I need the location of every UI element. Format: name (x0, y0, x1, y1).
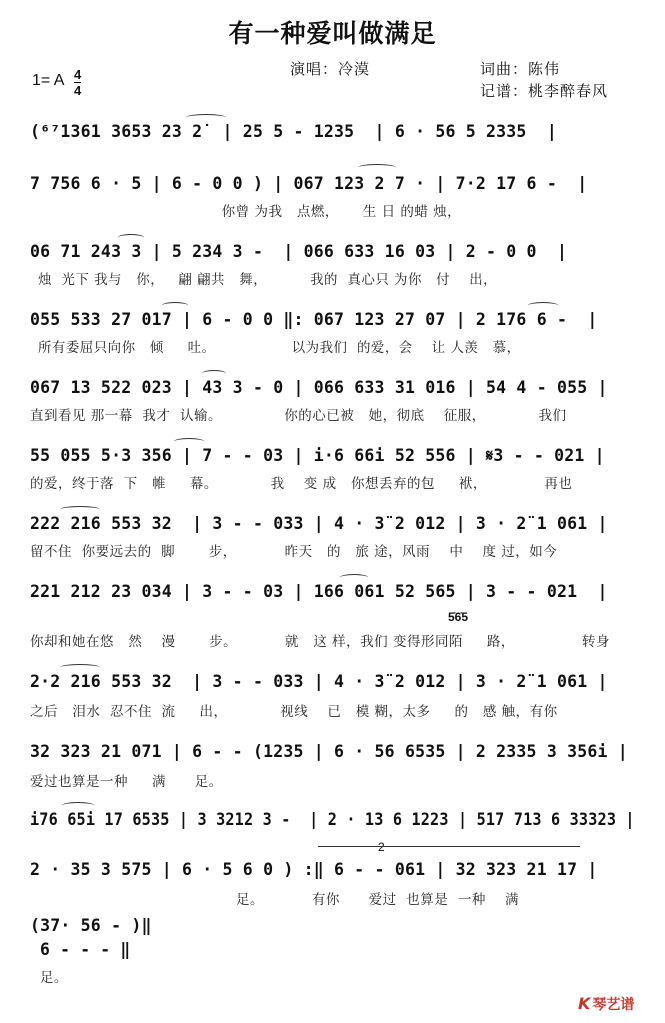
slur-mark (174, 438, 204, 445)
notation-line: 55 055 5·3 356 | 7 - - 03 | i·6 66i 52 556 | 𝄋3 - - 021 | (30, 446, 605, 465)
notation-line: 222 216 553 32 | 3 - - 033 | 4 · 3̈ 2 012 | 3 · 2̈ 1 061 | (30, 514, 608, 533)
slur-mark (162, 302, 188, 309)
time-signature-bottom: 4 (74, 83, 82, 98)
lyric-line: 烛 光下 我与 你， 翩 翩共 舞， 我的 真心只 为你 付 出， (38, 272, 498, 288)
lyric-line: 所有委屈只向你 倾 吐。 以为我们 的爱，会 让 人羡 慕， (38, 340, 521, 356)
lyric-line: 爱过也算是一种 满 足。 (30, 774, 223, 790)
notation-line: 221 212 23 034 | 3 - - 03 | 166 061 52 565 | 3 - - 021 | (30, 582, 608, 601)
chord-hint: 5̇6̇5 (448, 610, 469, 624)
lyric-line: 留不住 你要远去的 脚 步， 昨天 的 旅 途，风雨 中 度 过，如今 (30, 544, 558, 560)
logo-text: 琴艺谱 (592, 997, 635, 1013)
page-title: 有一种爱叫做满足 (228, 19, 437, 48)
site-logo (578, 994, 634, 1014)
lyric-line: 你却和她在悠 然 漫 步。 就 这 样，我们 变得形同陌 路， 转身 (30, 634, 610, 650)
notation-line: 2·2 216 553 32 | 3 - - 033 | 4 · 3̈ 2 012 | 3 · 2̈ 1 061 | (30, 672, 608, 691)
time-signature-top: 4 (74, 67, 82, 82)
volta-bracket (318, 846, 580, 847)
notation-line: (37· 56 - )‖ (30, 916, 152, 935)
notation-line: 32 323 21 071 | 6 - - (1235 | 6 · 56 6535 | 2 2335 3 356i | (30, 742, 628, 761)
lyric-line: 之后 泪水 忍不住 流 出， 视线 已 模 糊，太多 的 感 触，有你 (30, 704, 558, 720)
volta-label: 2 (378, 840, 385, 854)
slur-mark (118, 234, 144, 241)
notation-line: 7 756 6 · 5 | 6 - 0 0 ) | 067 123 2 7 · | 7·2 17 6 - | (30, 174, 588, 193)
singer-credit: 演唱：冷漠 (290, 60, 371, 78)
slur-mark (186, 114, 226, 121)
slur-mark (62, 802, 94, 809)
slur-mark (60, 664, 100, 671)
notation-line: 055 533 27 017 | 6 - 0 0 ‖: 067 123 27 07 | 2 176 6 - | (30, 310, 598, 329)
notation-line: 2 · 35 3 575 | 6 · 5 6 0 ) :‖ 6 - - 061 | 32 323 21 17 | (30, 860, 598, 879)
logo-mark: K (578, 994, 591, 1013)
notation-line: (⁶⁷1361 3653 23 2̇ | 25 5 - 1235 | 6 · 56 5 2335 | (30, 122, 557, 141)
lyric-line: 直到看见 那一幕 我才 认输。 你的心已被 她，彻底 征服， 我们 (30, 408, 567, 424)
slur-mark (528, 302, 558, 309)
slur-mark (340, 574, 368, 581)
transcriber-credit: 记谱：桃李醉春风 (480, 82, 609, 100)
lyric-line: 你曾 为我 点燃， 生 日 的蜡 烛， (30, 204, 462, 220)
notation-line: 6 - - - ‖ (40, 940, 131, 959)
slur-mark (358, 164, 396, 171)
slur-mark (60, 506, 100, 513)
key-signature: 1= A (32, 72, 65, 89)
notation-line: 067 13 522 023 | 43 3 - 0 | 066 633 31 016 | 54 4 - 055 | (30, 378, 608, 397)
time-signature (74, 68, 81, 97)
notation-line: i76 65i 17 6535 | 3 3212 3 - | 2 · 13 6 1223 | 517 713 6 33323 | (30, 810, 635, 829)
lyric-line: 的爱，终于落 下 帷 幕。 我 变 成 你想丢弃的包 袱， 再也 (30, 476, 573, 492)
lyric-line: 足。 (40, 970, 68, 986)
notation-line: 06 71 243 3 | 5 234 3 - | 066 633 16 03 | 2 - 0 0 | (30, 242, 568, 261)
composer-credit: 词曲：陈伟 (480, 60, 561, 78)
lyric-line: 足。 有你 爱过 也算是 一种 满 (30, 892, 520, 908)
slur-mark (202, 370, 226, 377)
